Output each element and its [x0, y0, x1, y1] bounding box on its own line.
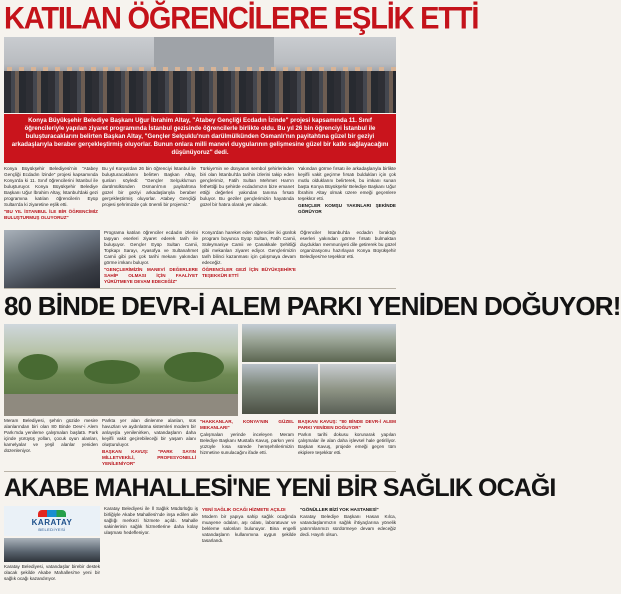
story2-col4-text: Parkın tarihi dokusu korunarak yapılan çalışmalar ile alan daha işlevsel hale getiriliyor. Başkan Kavuş, projede emeği geçen tüm ekiplere teşekkür etti. — [298, 432, 396, 456]
tree — [164, 352, 224, 382]
story1-col1-text: Konya Büyükşehir Belediyesi'nin "Atabey Gençliği Ecdadın İzinde" projesi kapsamında Konya'da ki 11. Sınıf öğrencilerini İstanbul ile buluşturuyor. Konya Büyükşehir Belediye Başkanı Uğur İbrahim Altay, İstanbul'daki gezi programına katılan öğrencilerin Eyüp Sultan'da ki ziyaretine eşlik etti. — [4, 166, 98, 208]
story2-col2-text: Parkta yer alan dinlenme alanları, süs havuzları ve aydınlatma sistemleri modern bir anlayışla yenilenirken, vatandaşların daha keyifli vakit geçirebileceği bir yaşam alanı oluşturuluyor. — [102, 418, 196, 448]
karatay-logo — [4, 506, 100, 536]
karatay-logo-mark-icon — [38, 510, 66, 517]
story3-subhead-2: "GÖNÜLLER BİZİ YOK HASTANESİ" — [300, 507, 379, 512]
story2-column-4 — [298, 418, 396, 470]
story3-column-3 — [300, 506, 396, 592]
story2-park-photo-2 — [242, 324, 396, 362]
story3-subhead-1: YENİ SAĞLIK OCAĞI HİZMETE AÇILDI — [202, 507, 286, 512]
story2-park-aerial-photo — [4, 324, 238, 416]
story3-column-2 — [202, 506, 296, 592]
story1-column-3b: Öğrenciler İstanbul'da ecdadın bıraktığı eserleri yakından görme fırsatı bulmaktan duydukları memnuniyeti dile getirerek bu güzel organizasyonu hazırlayan Konya Büyükşehir Belediyesi'ne teşekkür etti. — [300, 230, 396, 260]
story1-column-1b — [104, 230, 198, 288]
story2-column-3 — [200, 418, 294, 470]
tree — [84, 360, 140, 384]
story1-subhead-4: GENÇLER KOMŞU YAKINLARI ŞEKİNDE GÖRÜYOR — [298, 203, 396, 215]
story1-subhead-3b: ÖĞRENCİLER GEZİ İÇİN BÜYÜKŞEHİR'E TEŞEKKÜR ETTİ — [202, 267, 296, 279]
story3-column-1: Karatay Belediyesi ile İl Sağlık Müdürlüğü iş birliğiyle Akabe Mahallesi'nde inşa edilen aile sağlığı merkezi hizmete açıldı. Mahalle sakinlerinin sağlık hizmetlerine daha kolay ulaşması hedefleniyor. — [104, 506, 198, 536]
logo-text-bottom: BELEDİYESİ — [38, 527, 66, 532]
story1-column-4 — [298, 166, 396, 226]
story1-col4-text: Yakından görme fırsatı ile arkadaşlarıyla birlikte keyifli vakit geçirme fırsatı buldukları için çok mutlu olduklarını belirterek, bu imkanı sunan başta Konya Büyükşehir Belediye Başkanı Uğur İbrahim Altay olmak üzere emeği geçenlere teşekkür etti. — [298, 166, 396, 202]
story3-col3-text: Karatay Belediye Başkanı Hasan Kılca, vatandaşlarımızın sağlık ihtiyaçlarına yönelik yatırımlarımızı sürdürmeye devam edeceğiz dedi. Hayırlı olsun. — [300, 514, 396, 538]
story1-subhead-1: "BU YIL İSTANBUL İLE BİR ÖĞRENCİMİZ BULUŞTURMUŞ OLUYORUZ" — [4, 209, 98, 221]
story1-lead: Konya Büyükşehir Belediye Başkanı Uğur İbrahim Altay, "Atabey Gençliği Ecdadın İzinde" projesi kapsamında 11. Sınıf öğrencileriyle yapılan ziyaret programında İstanbul gezisinde öğrencilerle birlikte oldu. Bu yıl 26 bin öğrenciyi İstanbul ile buluşturacaklarını belirten Başkan Altay, "Gençler Selçuklu'nun darülmülkünden Osmanlı'nın payitahtına güzel bir geziyi arkadaşlarıyla beraber gerçekleştirmiş oluyorlar. Bunun onlara milli manevi duygularının gelişmesine güzel bir katkı sağlayacağını düşünüyoruz" dedi. — [4, 114, 396, 163]
story1-photo-mayor — [4, 230, 100, 288]
story2-subhead-2: BAŞKAN KAVUŞ: "PARK SAYIN MİLLETVEKİLİ, PROFESYONELLİ YENİLENİYOR" — [102, 449, 196, 467]
story1-column-2: Bu yıl Konya'dan 26 bin öğrenciyi İstanbul ile buluşturacaklarını belirten Başkan Altay, şunları söyledi: "Gençler Selçuklu'nun darülmülkünden Osmanlı'nın payitahtına güzel bir geziyi arkadaşlarıyla beraber gerçekleştirmiş oluyorlar. Atabey Gençliği projesi şehrimizde çok önemli bir projemiz." — [102, 166, 196, 208]
story2-col3-text: Çalışmaları yerinde inceleyen Meram Belediye Başkanı Mustafa Kavuş, parkın yeni yüzüyle kısa sürede hemşehrilerimizin hizmetine sunulacağını ifade etti. — [200, 432, 294, 456]
story2-park-photo-3 — [242, 364, 318, 414]
story2-column-2 — [102, 418, 196, 470]
logo-text-top: KARATAY — [31, 518, 73, 527]
story2-column-1: Meram Belediyesi, şehrin güzide mesire alanlarından biri olan 80 Binde Devr-i Alem Parkı'nda yenileme çalışmaları başlattı. Park içinde yürüyüş yolları, çocuk oyun alanları, kamelyalar ve yeşil alanlar yeniden düzenleniyor. — [4, 418, 98, 454]
story3-column-0: Karatay Belediyesi, vatandaşlar birebir destek olacak şekilde Akabe Mahallesi'ne yeni bir sağlık ocağı kazandırıyor. — [4, 564, 100, 582]
story1-headline: KATILAN ÖĞRENCİLERE EŞLİK ETTİ — [4, 1, 479, 37]
crowd — [4, 71, 396, 113]
story2-park-photo-4 — [320, 364, 396, 414]
story1-group-photo — [4, 37, 396, 113]
park-path — [4, 394, 238, 416]
story1-subhead-2b: "GENÇLERİMİZİN MANEVİ DEĞERLERE SAHİP OLMASI İÇİN FAALİYET YÜRÜTMEYE DEVAM EDECEĞİZ" — [104, 267, 198, 285]
story1-column-2b — [202, 230, 296, 288]
story3-photo-officials — [4, 538, 100, 562]
story1-column-1 — [4, 166, 98, 226]
story3-col2-text: Modern bir yapıya sahip sağlık ocağında muayene odaları, aşı odası, laboratuvar ve bekleme salonları bulunuyor. Bina engelli vatandaşların kullanımına uygun şekilde tasarlandı. — [202, 514, 296, 544]
tree — [18, 354, 58, 380]
story3-headline: AKABE MAHALLESİ'NE YENİ BİR SAĞLIK OCAĞI — [4, 474, 556, 502]
story1-column-3: Türkiye'nin ve dünyanın sembol şehirlerinden biri olan İstanbul'da tarihin izlerini takip eden gençlerimiz, Fatih Sultan Mehmet Han'ın fethettiği bu şehirde ecdadımızın bize emanet ettiği değerleri yakından tanıma fırsatı buluyor. Bu geziler gençlerimizin hayatında güzel bir hatıra olarak yer alacak. — [200, 166, 294, 208]
story2-subhead-3: "HAKKANLAR, KONYA'NIN GÜZEL MEKANLARI" — [200, 419, 294, 431]
story2-headline: 80 BİNDE DEVR-İ ALEM PARKI YENİDEN DOĞUYOR! — [4, 291, 621, 321]
story2-subhead-4: BAŞKAN KAVUŞ: "80 BİNDE DEVR-İ ALEM PARKI YENİDEN DOĞUYOR" — [298, 419, 396, 431]
story1-col2b-text: Konya'dan hareket eden öğrenciler iki günlük program boyunca Eyüp Sultan, Fatih Camii, Süleymaniye Camii ve Çanakkale Şehitliği gibi mekanları ziyaret ediyor. Gençlerimizin tarih bilinci kazanması için çalışmaya devam edeceğiz. — [202, 230, 296, 266]
story1-col1b-text: Programa katılan öğrenciler ecdadın izlerini taşıyan eserleri ziyaret ederek tarih ile buluşuyor. Gençler Eyüp Sultan Camii, Topkapı Sarayı, Ayasofya ve Sultanahmet Camii gibi pek çok tarihi mekanı yakından görme imkanı buluyor. — [104, 230, 198, 266]
